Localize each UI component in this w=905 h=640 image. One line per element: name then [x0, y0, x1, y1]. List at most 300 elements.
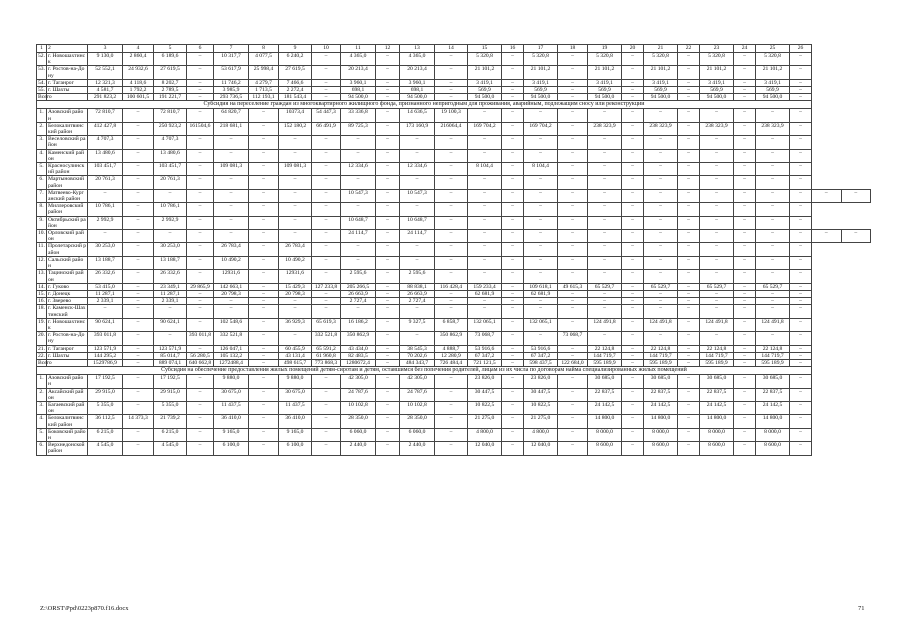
value-cell: – [435, 66, 468, 79]
value-cell: 3 419,1 [756, 79, 790, 86]
value-cell: – [588, 305, 622, 318]
value-cell: – [756, 243, 790, 256]
value-cell: 53 916,6 [524, 345, 558, 352]
value-cell: – [790, 332, 812, 345]
value-cell: 2 789,5 [154, 87, 187, 94]
value-cell: – [187, 345, 214, 352]
value-cell: – [678, 283, 700, 290]
value-cell: – [524, 149, 558, 162]
value-cell: 109 081,3 [279, 163, 312, 176]
value-cell: – [249, 318, 279, 331]
row-number-cell: 7. [37, 189, 47, 202]
value-cell: 42 305,0 [341, 375, 376, 388]
value-cell: – [376, 375, 400, 388]
value-cell: – [187, 163, 214, 176]
row-number-cell: 14. [38, 283, 45, 290]
value-cell: – [841, 189, 871, 202]
value-cell: – [400, 243, 435, 256]
value-cell: 27 619,5 [279, 66, 312, 79]
value-cell: 62 681,9 [524, 290, 558, 297]
value-cell: – [700, 270, 734, 283]
value-cell: – [312, 66, 341, 79]
value-cell: – [187, 109, 214, 122]
value-cell: 595 189,9 [700, 359, 734, 366]
value-cell: 4 581,7 [88, 87, 123, 94]
value-cell: 238 323,9 [588, 122, 622, 135]
value-cell: 5 355,0 [88, 401, 123, 414]
value-cell: 26 [790, 45, 812, 53]
table-row [37, 149, 871, 162]
value-cell: 22 124,8 [588, 345, 622, 352]
value-cell: 94 500,0 [644, 94, 678, 101]
value-cell: – [756, 270, 790, 283]
value-cell: – [279, 189, 312, 202]
value-cell: – [154, 332, 187, 345]
value-cell: 2 272,4 [279, 87, 312, 94]
value-cell: – [678, 256, 700, 269]
value-cell: 291 823,2 [88, 94, 123, 101]
value-cell: – [435, 163, 468, 176]
value-cell: – [376, 305, 400, 318]
value-cell: – [678, 318, 700, 331]
value-cell: 10 648,7 [341, 216, 376, 229]
territory-name-cell: г. Каменск-Шахтинский [48, 305, 86, 318]
value-cell: – [524, 230, 558, 243]
value-cell: 22 124,8 [700, 345, 734, 352]
value-cell: 10 490,2 [214, 256, 249, 269]
value-cell: 26 783,4 [279, 243, 312, 256]
value-cell: – [376, 359, 400, 366]
value-cell: 36 112,5 [88, 415, 123, 428]
territory-name-cell: Сальский район [47, 256, 88, 269]
value-cell: – [622, 375, 644, 388]
value-cell: – [376, 415, 400, 428]
value-cell: – [734, 352, 756, 359]
value-cell: – [249, 243, 279, 256]
value-cell: 132 065,1 [468, 318, 502, 331]
row-number-cell: 16. [38, 298, 45, 305]
value-cell: – [154, 230, 187, 243]
value-cell: 10 822,5 [524, 401, 558, 414]
value-cell: 54 447,3 [312, 109, 341, 122]
territory-name-cell: Миллеровский район [47, 203, 88, 216]
value-cell: – [678, 109, 700, 122]
value-cell: 6 240,2 [279, 53, 312, 66]
value-cell: – [790, 109, 812, 122]
value-cell: – [524, 305, 558, 318]
value-cell: 726 484,4 [435, 359, 468, 366]
value-cell: – [400, 332, 435, 345]
row-number-cell: 20. [37, 332, 47, 345]
value-cell: – [622, 109, 644, 122]
value-cell: 123 571,9 [154, 345, 187, 352]
value-cell: 569,9 [644, 87, 678, 94]
value-cell: – [249, 388, 279, 401]
value-cell: 94 500,0 [341, 94, 376, 101]
value-cell: – [524, 109, 558, 122]
value-cell: – [376, 243, 400, 256]
territory-name-cell: г. Зверево [47, 298, 88, 305]
column-number-row [37, 45, 871, 53]
value-cell: 4 365,0 [400, 53, 435, 66]
value-cell: 640 662,8 [187, 359, 214, 366]
value-cell: – [502, 352, 524, 359]
value-cell: – [622, 94, 644, 101]
value-cell: 24 [734, 45, 756, 53]
value-cell: 12 040,0 [468, 442, 502, 455]
value-cell: – [502, 283, 524, 290]
value-cell: 30 685,0 [700, 375, 734, 388]
territory-name-cell: Белокалитвинский район [47, 122, 88, 135]
value-cell: – [756, 109, 790, 122]
value-cell: 21 101,2 [700, 66, 734, 79]
value-cell: 33 336,8 [341, 109, 376, 122]
value-cell: – [249, 109, 279, 122]
territory-name-cell: Азовский район [47, 375, 88, 388]
row-number-cell: 10. [37, 230, 47, 243]
value-cell: – [790, 203, 812, 216]
value-cell: – [644, 270, 678, 283]
value-cell: – [524, 216, 558, 229]
value-cell: 65 529,7 [588, 283, 622, 290]
value-cell: 10 490,2 [279, 256, 312, 269]
value-cell: – [588, 163, 622, 176]
value-cell: – [700, 332, 734, 345]
value-cell: 9 165,0 [279, 428, 312, 441]
value-cell: – [734, 79, 756, 86]
value-cell: 8 [249, 45, 279, 53]
value-cell: – [435, 388, 468, 401]
territory-name-cell: г. Новошахтинск [47, 53, 88, 66]
value-cell: 293 736,5 [214, 94, 249, 101]
value-cell: 10 [312, 45, 341, 53]
value-cell: 20 798,3 [279, 290, 312, 297]
value-cell: – [502, 176, 524, 189]
value-cell: 10 822,5 [468, 401, 502, 414]
value-cell: – [249, 216, 279, 229]
value-cell: 49 615,3 [558, 283, 588, 290]
value-cell: 22 837,5 [700, 388, 734, 401]
value-cell: – [376, 176, 400, 189]
value-cell: – [279, 136, 312, 149]
value-cell: 82 483,5 [341, 352, 376, 359]
value-cell: 12 [376, 45, 400, 53]
value-cell: – [756, 290, 790, 297]
value-cell: 43 434,0 [341, 345, 376, 352]
value-cell: – [154, 189, 187, 202]
value-cell: – [400, 149, 435, 162]
value-cell: – [644, 203, 678, 216]
table-row [37, 176, 871, 189]
value-cell: 1 713,5 [249, 87, 279, 94]
value-cell: – [558, 401, 588, 414]
value-cell: – [502, 53, 524, 66]
value-cell: 1280672,4 [341, 359, 376, 366]
territory-name-cell: Азовский район [47, 109, 88, 122]
value-cell: 181 543,4 [279, 94, 312, 101]
row-number-cell: 1. [37, 109, 47, 122]
value-cell: – [468, 176, 502, 189]
value-cell: 2 440,0 [341, 442, 376, 455]
value-cell: 10 648,7 [400, 216, 435, 229]
value-cell: 28 350,0 [341, 415, 376, 428]
value-cell: 61 960,8 [312, 352, 341, 359]
territory-name-cell: Каменский район [47, 149, 88, 162]
value-cell: – [123, 290, 154, 297]
value-cell: – [558, 243, 588, 256]
value-cell: – [700, 230, 734, 243]
value-cell: 6 060,0 [341, 428, 376, 441]
value-cell: 29 915,0 [88, 388, 123, 401]
value-cell: 721 121,5 [468, 359, 502, 366]
value-cell: – [524, 243, 558, 256]
value-cell: – [502, 290, 524, 297]
value-cell: 595 189,9 [588, 359, 622, 366]
value-cell: 8 104,4 [468, 163, 502, 176]
territory-name-cell: 2 [47, 45, 88, 53]
value-cell: 16 [502, 45, 524, 53]
value-cell: – [622, 203, 644, 216]
value-cell: – [734, 87, 756, 94]
value-cell: 105 132,2 [214, 352, 249, 359]
value-cell: – [376, 109, 400, 122]
value-cell: – [341, 149, 376, 162]
value-cell: – [502, 415, 524, 428]
value-cell: – [756, 203, 790, 216]
value-cell: 116 428,4 [435, 283, 468, 290]
table-row [37, 290, 871, 297]
value-cell: 350 862,9 [341, 332, 376, 345]
value-cell: – [312, 243, 341, 256]
value-cell: – [588, 176, 622, 189]
value-cell: 30 675,0 [279, 388, 312, 401]
value-cell: 28 350,0 [400, 415, 435, 428]
value-cell: 595 189,9 [756, 359, 790, 366]
value-cell: 30 447,5 [468, 388, 502, 401]
row-number-cell: 3. [37, 136, 47, 149]
value-cell: 5 320,8 [468, 53, 502, 66]
value-cell: 94 500,0 [756, 94, 790, 101]
table-row [37, 388, 871, 401]
value-cell: – [312, 305, 341, 318]
value-cell: – [123, 305, 154, 318]
value-cell: – [435, 243, 468, 256]
value-cell: – [812, 230, 842, 243]
value-cell: 9 130,0 [88, 53, 123, 66]
value-cell: – [678, 290, 700, 297]
value-cell: – [644, 230, 678, 243]
value-cell: – [435, 189, 468, 202]
value-cell: 169 704,2 [468, 122, 502, 135]
value-cell: – [376, 290, 400, 297]
value-cell: 132 065,1 [524, 318, 558, 331]
value-cell: – [279, 203, 312, 216]
value-cell: – [187, 256, 214, 269]
value-cell: 10 547,3 [400, 189, 435, 202]
territory-name-cell: Багаевский район [47, 401, 88, 414]
value-cell: 26 332,6 [88, 270, 123, 283]
value-cell: 8 600,0 [756, 442, 790, 455]
value-cell: 2 727,4 [400, 298, 435, 305]
value-cell: 29 915,0 [154, 388, 187, 401]
value-cell: 218 681,1 [214, 122, 249, 135]
value-cell: – [734, 66, 756, 79]
value-cell: – [312, 203, 341, 216]
row-number-cell: 22. [38, 352, 45, 359]
value-cell: 21 101,2 [524, 66, 558, 79]
value-cell: 36 410,0 [279, 415, 312, 428]
value-cell: – [279, 332, 312, 345]
value-cell: – [502, 189, 524, 202]
value-cell: 6 100,0 [214, 442, 249, 455]
value-cell: – [622, 305, 644, 318]
value-cell: – [734, 401, 756, 414]
value-cell: – [312, 375, 341, 388]
value-cell: – [790, 53, 812, 66]
value-cell: 22 [678, 45, 700, 53]
value-cell: – [756, 332, 790, 345]
table-row [37, 305, 871, 318]
value-cell: 4 800,0 [524, 428, 558, 441]
value-cell: 19 100,3 [435, 109, 468, 122]
value-cell: – [502, 87, 524, 94]
value-cell: 12 280,9 [435, 352, 468, 359]
value-cell: – [588, 136, 622, 149]
value-cell: – [435, 298, 468, 305]
value-cell: – [502, 256, 524, 269]
territory-name-cell: Боковский район [48, 428, 86, 441]
value-cell: 5 320,8 [524, 53, 558, 66]
value-cell: – [700, 305, 734, 318]
value-cell: – [622, 243, 644, 256]
value-cell: 3 419,1 [468, 79, 502, 86]
value-cell: – [468, 230, 502, 243]
value-cell: – [790, 256, 812, 269]
value-cell: – [312, 94, 341, 101]
table-row [37, 216, 871, 229]
value-cell: 1529786,9 [88, 359, 123, 366]
value-cell: 24 787,6 [400, 388, 435, 401]
value-cell: – [558, 298, 588, 305]
value-cell: 25 998,4 [249, 66, 279, 79]
value-cell: 65 529,7 [756, 283, 790, 290]
value-cell: – [790, 345, 812, 352]
value-cell: 4 800,0 [468, 428, 502, 441]
value-cell: 8 104,4 [524, 163, 558, 176]
table-row [37, 163, 871, 176]
value-cell: 94 500,0 [524, 94, 558, 101]
value-cell: 127 233,8 [312, 283, 341, 290]
value-cell: – [790, 401, 812, 414]
value-cell: 26 663,9 [341, 290, 376, 297]
value-cell: – [123, 256, 154, 269]
value-cell: 27 619,5 [154, 66, 187, 79]
value-cell: 569,9 [756, 87, 790, 94]
value-cell: 14 373,3 [123, 415, 154, 428]
value-cell: 773 868,3 [312, 359, 341, 366]
value-cell: – [734, 375, 756, 388]
value-cell: – [214, 216, 249, 229]
value-cell: 4 365,0 [341, 53, 376, 66]
value-cell: 144 295,2 [88, 352, 123, 359]
value-cell: – [622, 149, 644, 162]
value-cell: – [678, 352, 700, 359]
value-cell: – [588, 256, 622, 269]
value-cell: – [249, 305, 279, 318]
value-cell: – [700, 109, 734, 122]
value-cell: 4 279,7 [249, 79, 279, 86]
value-cell: – [376, 283, 400, 290]
value-cell: 144 719,7 [644, 352, 678, 359]
value-cell: – [588, 270, 622, 283]
value-cell: – [558, 94, 588, 101]
value-cell: – [734, 176, 756, 189]
value-cell: – [312, 216, 341, 229]
territory-name-cell: Пролетарский район [48, 243, 87, 256]
value-cell: 238 323,9 [756, 122, 790, 135]
value-cell: – [734, 290, 756, 297]
value-cell: – [249, 283, 279, 290]
value-cell: 13 188,7 [154, 256, 187, 269]
value-cell: – [435, 375, 468, 388]
value-cell: – [622, 415, 644, 428]
value-cell: 4 [123, 45, 154, 53]
value-cell: – [502, 163, 524, 176]
value-cell: 38 545,3 [400, 345, 435, 352]
value-cell: 21 101,2 [588, 66, 622, 79]
value-cell: 9 880,0 [279, 375, 312, 388]
value-cell: 14 800,0 [756, 415, 790, 428]
territory-name-cell: г. Таганрог [47, 79, 88, 86]
value-cell: – [123, 163, 154, 176]
value-cell: – [678, 203, 700, 216]
territory-name-cell: Октябрьский район [48, 216, 86, 229]
value-cell: 142 663,1 [214, 283, 249, 290]
value-cell: 30 685,0 [644, 375, 678, 388]
value-cell: 8 000,0 [588, 428, 622, 441]
value-cell: – [700, 256, 734, 269]
value-cell: 10 102,8 [400, 401, 435, 414]
value-cell: 6 215,0 [154, 428, 187, 441]
value-cell: 173 160,9 [400, 122, 435, 135]
value-cell: 21 101,2 [756, 66, 790, 79]
value-cell: – [790, 305, 812, 318]
value-cell: 30 253,0 [154, 243, 187, 256]
value-cell: – [790, 136, 812, 149]
value-cell: 2 595,6 [400, 270, 435, 283]
value-cell: – [622, 442, 644, 455]
value-cell: – [400, 256, 435, 269]
value-cell: 103 451,7 [154, 163, 187, 176]
value-cell: – [644, 290, 678, 297]
value-cell: – [376, 149, 400, 162]
value-cell: 21 101,2 [644, 66, 678, 79]
value-cell: – [734, 298, 756, 305]
value-cell: – [502, 79, 524, 86]
value-cell: – [435, 53, 468, 66]
value-cell: – [435, 428, 468, 441]
value-cell: 10373,4 [279, 109, 312, 122]
value-cell: 65 529,7 [700, 283, 734, 290]
value-cell: – [678, 230, 700, 243]
value-cell: – [249, 230, 279, 243]
value-cell: 124 491,8 [756, 318, 790, 331]
value-cell: – [700, 149, 734, 162]
value-cell: – [376, 345, 400, 352]
value-cell: 4 118,6 [123, 79, 154, 86]
value-cell: 22 124,8 [644, 345, 678, 352]
value-cell: – [734, 359, 756, 366]
